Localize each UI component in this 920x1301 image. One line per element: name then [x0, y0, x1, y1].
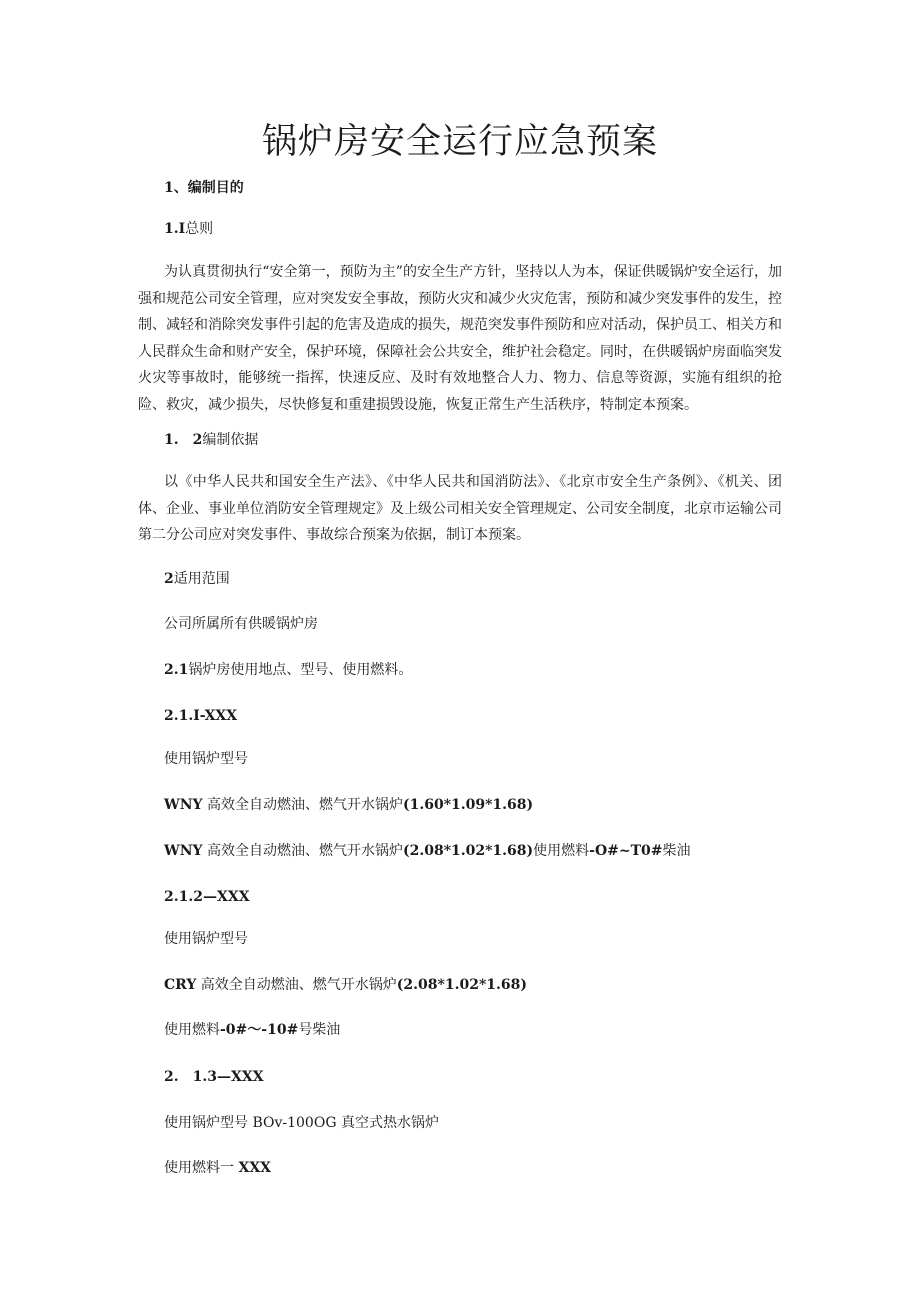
- boiler-brand: WNY: [164, 797, 203, 813]
- section-1-heading: 1、编制目的: [164, 180, 244, 196]
- boiler-size: (1.60*1.09*1.68): [402, 797, 534, 813]
- section-1-1-heading: [164, 219, 213, 239]
- boiler-description: 高效全自动燃油、燃气开水锅炉: [206, 843, 403, 859]
- boiler-model-label: 使用锅炉型号: [164, 931, 248, 947]
- fuel-grade: -0#〜-10#: [220, 1022, 299, 1038]
- fuel-value: XXX: [238, 1160, 272, 1176]
- fuel-line: [164, 1020, 340, 1040]
- section-2-1-2-heading: 2.1.2—XXX: [164, 889, 250, 905]
- fuel-type: 号柴油: [298, 1022, 341, 1038]
- section-2-1-1-heading: 2.1.I-XXX: [164, 708, 238, 724]
- boiler-model-label: 使用锅炉型号: [164, 751, 248, 767]
- section-title: 编制依据: [202, 432, 259, 448]
- fuel-label: 使用燃料一: [164, 1160, 234, 1176]
- section-number: 1.I: [164, 221, 186, 237]
- section-number: 1. 2: [164, 432, 203, 448]
- boiler-size: (2.08*1.02*1.68): [402, 843, 534, 859]
- section-1-2-body: 以《中华人民共和国安全生产法》、《中华人民共和国消防法》、《北京市安全生产条例》、《机关、团体、企业、事业单位消防安全管理规定》及上级公司相关安全管理规定、公司安全制度，北京市运输公司第二分公司应对突发事件、事故综合预案为依据，制订本预案。: [138, 474, 782, 543]
- boiler-model-line: 使用锅炉型号 BOv-100OG 真空式热水锅炉: [164, 1115, 439, 1131]
- section-2-heading: [164, 569, 230, 589]
- boiler-spec-1: [164, 795, 533, 815]
- section-title: 适用范围: [173, 571, 230, 587]
- document-title: 锅炉房安全运行应急预案: [261, 122, 658, 162]
- boiler-spec-2: [164, 841, 691, 861]
- boiler-description: 高效全自动燃油、燃气开水锅炉: [206, 797, 403, 813]
- fuel-label: 使用燃料: [164, 1022, 220, 1038]
- fuel-type: 柴油: [662, 843, 691, 859]
- section-1-1-body: 为认真贯彻执行“安全第一，预防为主”的安全生产方针，坚持以人为本，保证供暖锅炉安全运行，加强和规范公司安全管理，应对突发安全事故，预防火灾和减少火灾危害，预防和减少突发事件的发生，控制、减轻和消除突发事件引起的危害及造成的损失，规范突发事件预防和应对活动，保护员工、相关方和人民群众生命和财产安全，保护环境，保障社会公共安全，维护社会稳定。同时，在供暖锅炉房面临突发火灾等事故时，能够统一指挥，快速反应、及时有效地整合人力、物力、信息等资源，实施有组织的抢险、救灾，减少损失，尽快修复和重建损毁设施，恢复正常生产生活秩序，特制定本预案。: [138, 264, 782, 413]
- section-2-1-heading: [164, 660, 412, 680]
- fuel-grade: -O#~T0#: [589, 843, 663, 859]
- section-title: 总则: [185, 221, 214, 237]
- fuel-label: 使用燃料: [533, 843, 590, 859]
- boiler-brand: WNY: [164, 843, 203, 859]
- section-number: 2.1: [164, 662, 189, 678]
- section-number: 2: [164, 571, 174, 587]
- boiler-brand: CRY: [164, 977, 197, 993]
- boiler-description: 高效全自动燃油、燃气开水锅炉: [200, 977, 397, 993]
- section-2-1-3-heading: 2. 1.3—XXX: [164, 1069, 264, 1085]
- section-title: 锅炉房使用地点、型号、使用燃料。: [188, 662, 413, 678]
- boiler-spec-3: [164, 975, 527, 995]
- section-2-body: 公司所属所有供暖锅炉房: [164, 616, 318, 632]
- fuel-line: [164, 1158, 271, 1178]
- boiler-size: (2.08*1.02*1.68): [396, 977, 527, 993]
- section-1-2-heading: [164, 430, 258, 450]
